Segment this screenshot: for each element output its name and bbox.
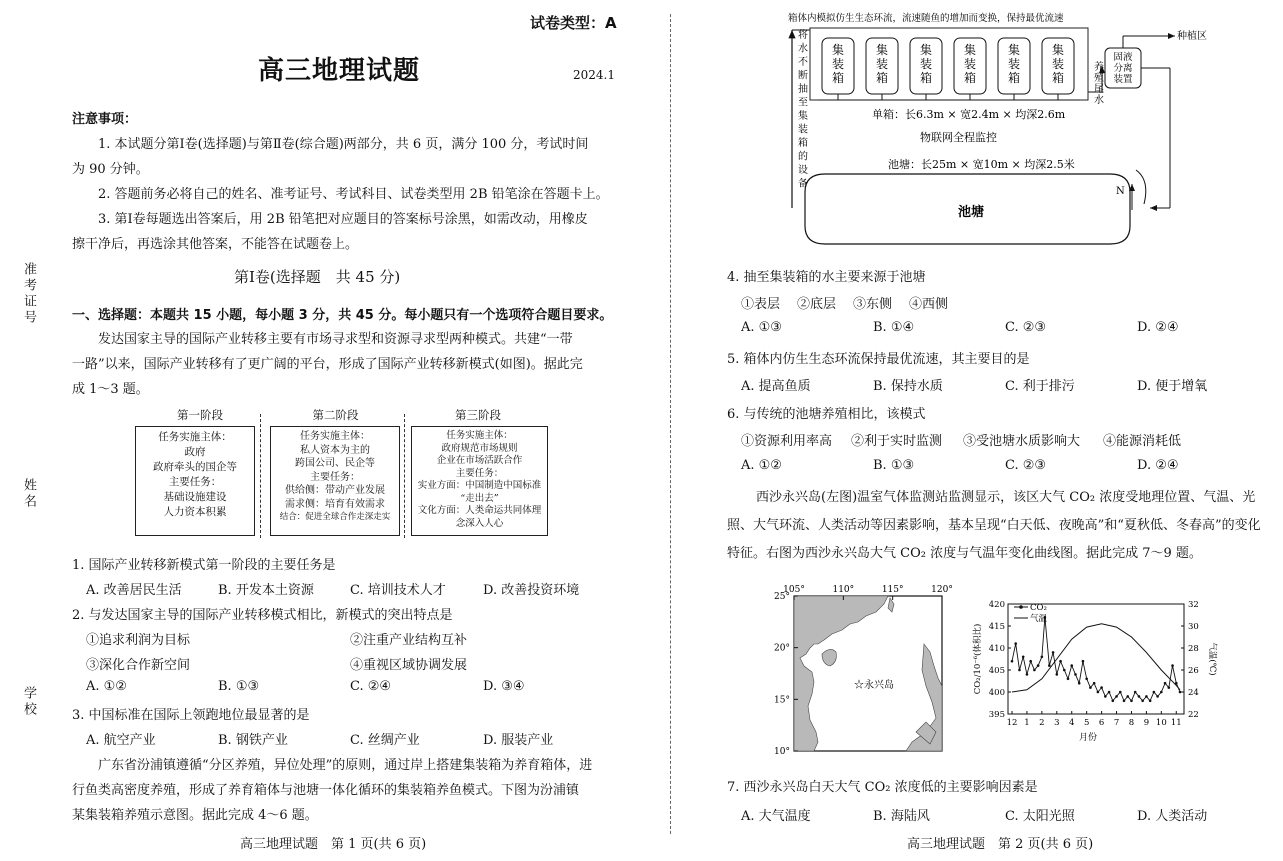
- notice-line: 2. 答题前务必将自己的姓名、准考证号、考试科目、试卷类型用 2B 铅笔涂在答题卡上。: [98, 187, 609, 202]
- section-instruction: 一、选择题：本题共 15 小题，每小题 3 分，共 45 分。每小题只有一个选项符合题目要求。: [72, 308, 613, 323]
- container-label: 装: [1051, 57, 1065, 71]
- container-label: 集: [875, 43, 889, 57]
- co2-point: [1082, 660, 1085, 663]
- x-tick: 6: [1098, 718, 1105, 728]
- co2-point: [1119, 691, 1122, 694]
- notice-line: 3. 第Ⅰ卷每题选出答案后，用 2B 铅笔把对应题目的答案标号涂黑，如需改动，用橡皮: [98, 212, 588, 227]
- option[interactable]: B. ①③: [218, 679, 260, 694]
- question-item: ③东侧: [853, 297, 893, 312]
- container-label: 集: [919, 43, 933, 57]
- notice-heading: 注意事项：: [72, 112, 138, 127]
- x-tick: 4: [1069, 718, 1075, 728]
- co2-point: [1141, 700, 1144, 703]
- question-stem: 6. 与传统的池塘养殖相比，该模式: [727, 407, 926, 422]
- chart-legend: [1014, 603, 1048, 624]
- x-tick: 7: [1113, 718, 1120, 728]
- container-label: 箱: [831, 71, 845, 85]
- y-left-tick: 400: [988, 688, 1005, 698]
- co2-point: [1074, 673, 1077, 676]
- map-lon-label: 110°: [832, 585, 855, 595]
- co2-point: [1104, 695, 1107, 698]
- option[interactable]: B. 钢铁产业: [218, 733, 288, 748]
- island-marker: ☆永兴岛: [854, 680, 894, 691]
- paper-type: 试卷类型：A: [530, 14, 617, 32]
- option[interactable]: A. 大气温度: [741, 809, 811, 824]
- x-axis-label: 月份: [1078, 733, 1098, 743]
- y-right-tick: 28: [1188, 644, 1199, 654]
- option[interactable]: C. ②④: [350, 679, 392, 694]
- y-right-tick: 30: [1188, 622, 1199, 632]
- co2-point: [1153, 691, 1156, 694]
- passage-line: 发达国家主导的国际产业转移主要有市场寻求型和资源寻求型两种模式。共建“一带: [98, 332, 573, 347]
- container-label: 集: [1051, 43, 1065, 57]
- option[interactable]: B. 保持水质: [873, 379, 943, 394]
- passage-line: 西沙永兴岛(左图)温室气体监测站监测显示，该区大气 CO₂ 浓度受地理位置、气温、光: [756, 490, 1256, 505]
- question-stem: 4. 抽至集装箱的水主要来源于池塘: [727, 270, 926, 285]
- question-item: ①表层: [741, 297, 781, 312]
- side-label-name: 姓名: [21, 478, 36, 510]
- co2-point: [1041, 656, 1044, 659]
- option[interactable]: A. 提高鱼质: [741, 379, 811, 394]
- stage-divider: [260, 414, 261, 538]
- pond-size: 池塘：长25m × 宽10m × 均深2.5米: [888, 158, 1075, 171]
- co2-temperature-chart: [966, 592, 1228, 774]
- stage-box-2: 任务实施主体： 私人资本为主的 跨国公司、民企等 主要任务： 供给侧：带动产业发展 需求侧：培育有效需求 结合：促进全球合作走深走实: [270, 426, 400, 536]
- option[interactable]: D. 服装产业: [483, 733, 554, 748]
- option[interactable]: C. ②③: [1005, 458, 1047, 473]
- option[interactable]: C. 丝绸产业: [350, 733, 420, 748]
- x-tick: 12: [1006, 718, 1018, 728]
- map-lat-label: 25°: [774, 592, 790, 602]
- container-label: 箱: [1051, 71, 1065, 85]
- x-tick: 1: [1024, 718, 1030, 728]
- stage-box-3: 任务实施主体： 政府规范市场规则 企业在市场活跃合作 主要任务： 实业方面：中国制造中国标准 “走出去” 文化方面：人类命运共同体理 念深入人心: [411, 426, 548, 536]
- question-stem: 7. 西沙永兴岛白天大气 CO₂ 浓度低的主要影响因素是: [727, 780, 1038, 795]
- container-box: [998, 38, 1030, 100]
- y-left-tick: 395: [988, 710, 1005, 720]
- co2-point: [1171, 664, 1174, 667]
- question-stem: 2. 与发达国家主导的国际产业转移模式相比，新模式的突出特点是: [72, 608, 453, 623]
- option[interactable]: B. 海陆风: [873, 809, 930, 824]
- co2-point: [1037, 664, 1040, 667]
- question-item: ④西侧: [909, 297, 949, 312]
- passage-line: 成 1～3 题。: [72, 382, 149, 397]
- exam-date: 2024.1: [573, 68, 615, 82]
- co2-point: [1093, 682, 1096, 685]
- pump-device-label: 将水不断抽至集装箱的设备: [798, 30, 808, 190]
- side-label-exam-number: 准考证号: [21, 262, 36, 326]
- legend-co2: CO₂: [1030, 603, 1047, 613]
- container-label: 箱: [1007, 71, 1021, 85]
- co2-point: [1018, 669, 1021, 672]
- passage-line: 某集装箱养殖示意图。据此完成 4～6 题。: [72, 808, 318, 823]
- option[interactable]: B. ①④: [873, 320, 915, 335]
- x-tick: 8: [1128, 718, 1135, 728]
- co2-point: [1026, 673, 1029, 676]
- y-left-tick: 410: [988, 644, 1005, 654]
- co2-point: [1078, 682, 1081, 685]
- co2-point: [1100, 686, 1103, 689]
- question-item: ③深化合作新空间: [86, 658, 191, 673]
- co2-point: [1089, 686, 1092, 689]
- page-divider: [670, 14, 671, 834]
- container-box: [822, 38, 854, 100]
- option[interactable]: B. 开发本土资源: [218, 583, 314, 598]
- question-item: ④能源消耗低: [1103, 434, 1182, 449]
- question-stem: 5. 箱体内仿生生态环流保持最优流速，其主要目的是: [727, 352, 1030, 367]
- x-tick: 2: [1039, 718, 1045, 728]
- y-right-tick: 24: [1188, 688, 1199, 698]
- co2-point: [1011, 660, 1014, 663]
- co2-point: [1134, 691, 1137, 694]
- notice-line: 为 90 分钟。: [72, 162, 149, 177]
- x-tick: 11: [1170, 718, 1182, 728]
- container-label: 集: [1007, 43, 1021, 57]
- page-footer: 高三地理试题 第 2 页(共 6 页): [907, 837, 1094, 852]
- option[interactable]: D. ③④: [483, 679, 525, 694]
- x-tick: 10: [1155, 718, 1167, 728]
- option[interactable]: D. ②④: [1137, 458, 1179, 473]
- north-label: N: [1116, 186, 1125, 197]
- co2-point: [1123, 700, 1126, 703]
- side-label-school: 学校: [21, 686, 36, 718]
- y-right-tick: 26: [1188, 666, 1199, 676]
- section-title: 第Ⅰ卷(选择题 共 45 分): [234, 268, 401, 286]
- co2-point: [1168, 686, 1171, 689]
- x-tick: 5: [1083, 718, 1090, 728]
- series-temp-line: [1012, 624, 1180, 692]
- pond-label: 池塘: [958, 205, 985, 220]
- question-item: ③受池塘水质影响大: [963, 434, 1081, 449]
- notice-line: 擦干净后，再选涂其他答案，不能答在试题卷上。: [72, 237, 359, 252]
- south-china-sea-map: [766, 582, 956, 760]
- co2-point: [1029, 660, 1032, 663]
- legend-temp: 气温: [1030, 614, 1048, 624]
- question-item: ①资源利用率高: [741, 434, 833, 449]
- stage-box-1: 任务实施主体： 政府 政府牵头的国企等 主要任务： 基础设施建设 人力资本积累: [135, 426, 255, 536]
- question-item: ④重视区域协调发展: [350, 658, 468, 673]
- co2-point: [1160, 691, 1163, 694]
- co2-point: [1048, 664, 1051, 667]
- question-item: ②利于实时监测: [851, 434, 943, 449]
- passage-line: 特征。右图为西沙永兴岛大气 CO₂ 浓度与气温年变化曲线图。据此完成 7～9 题。: [727, 546, 1202, 561]
- question-item: ①追求利润为目标: [86, 633, 191, 648]
- co2-point: [1059, 660, 1062, 663]
- page-footer: 高三地理试题 第 1 页(共 6 页): [240, 837, 427, 852]
- question-stem: 3. 中国标准在国际上领跑地位最显著的是: [72, 708, 310, 723]
- stage-heading: 第一阶段: [177, 408, 223, 422]
- container-box: [910, 38, 942, 100]
- option[interactable]: A. 改善居民生活: [86, 583, 182, 598]
- co2-point: [1179, 691, 1182, 694]
- option[interactable]: C. 利于排污: [1005, 379, 1075, 394]
- aquaculture-diagram: [780, 8, 1207, 248]
- passage-line: 一路”以来，国际产业转移有了更广阔的平台，形成了国际产业转移新模式(如图)。据此完: [72, 357, 583, 372]
- container-label: 装: [919, 57, 933, 71]
- container-label: 装: [831, 57, 845, 71]
- container-label: 集: [963, 43, 977, 57]
- y-right-tick: 22: [1188, 710, 1199, 720]
- iot-label: 物联网全程监控: [920, 131, 997, 144]
- container-box: [1042, 38, 1074, 100]
- co2-point: [1033, 669, 1036, 672]
- tailwater-label: 养殖尾水: [1094, 62, 1104, 106]
- passage-line: 照、大气环流、人类活动等因素影响，基本呈现“白天低、夜晚高”和“夏秋低、冬春高”的变化: [727, 518, 1261, 533]
- container-box: [866, 38, 898, 100]
- co2-point: [1067, 678, 1070, 681]
- diagram-top-label: 箱体内模拟仿生生态环流，流速随鱼的增加而变换，保持最优流速: [788, 13, 1064, 24]
- container-label: 装: [875, 57, 889, 71]
- page-title: 高三地理试题: [258, 56, 421, 86]
- separator-label: 固液分离装置: [1113, 52, 1133, 85]
- co2-point: [1156, 695, 1159, 698]
- co2-point: [1164, 682, 1167, 685]
- x-tick: 3: [1054, 718, 1060, 728]
- co2-point: [1070, 664, 1073, 667]
- option[interactable]: A. ①②: [741, 458, 782, 473]
- y-left-tick: 420: [988, 600, 1005, 610]
- container-label: 箱: [919, 71, 933, 85]
- option[interactable]: D. ②④: [1137, 320, 1179, 335]
- container-label: 箱: [875, 71, 889, 85]
- passage-line: 行鱼类高密度养殖，形成了养育箱体与池塘一体化循环的集装箱养鱼模式。下图为汾浦镇: [72, 783, 580, 798]
- co2-point: [1022, 656, 1025, 659]
- co2-point: [1014, 642, 1017, 645]
- container-box: [954, 38, 986, 100]
- option[interactable]: A. ①③: [741, 320, 782, 335]
- y-left-tick: 415: [988, 622, 1005, 632]
- stage-divider: [404, 414, 405, 538]
- container-label: 箱: [963, 71, 977, 85]
- option[interactable]: C. 培训技术人才: [350, 583, 446, 598]
- co2-point: [1063, 669, 1066, 672]
- stage-heading: 第三阶段: [455, 408, 501, 422]
- single-box-size: 单箱：长6.3m × 宽2.4m × 均深2.6m: [872, 108, 1066, 121]
- co2-point: [1126, 695, 1129, 698]
- co2-point: [1056, 673, 1059, 676]
- y-right-tick: 32: [1188, 600, 1199, 610]
- co2-point: [1108, 691, 1111, 694]
- question-stem: 1. 国际产业转移新模式第一阶段的主要任务是: [72, 558, 336, 573]
- map-lat-label: 10°: [774, 747, 790, 757]
- option[interactable]: D. 人类活动: [1137, 809, 1208, 824]
- stage-heading: 第二阶段: [312, 408, 359, 422]
- y-left-label: CO₂/10⁻⁶(体积比): [973, 623, 983, 695]
- map-lon-label: 115°: [881, 585, 904, 595]
- series-co2-line: [1012, 617, 1180, 701]
- option[interactable]: D. 改善投资环境: [483, 583, 580, 598]
- question-item: ②底层: [797, 297, 837, 312]
- container-label: 集: [831, 43, 845, 57]
- co2-point: [1138, 695, 1141, 698]
- x-tick: 9: [1143, 718, 1150, 728]
- map-lat-label: 20°: [774, 643, 790, 654]
- container-label: 装: [1007, 57, 1021, 71]
- map-lon-label: 105°: [783, 585, 805, 595]
- container-group: [822, 38, 1074, 100]
- co2-point: [1085, 678, 1088, 681]
- co2-point: [1112, 700, 1115, 703]
- option[interactable]: D. 便于增氧: [1137, 379, 1208, 394]
- planting-area-label: 种植区: [1177, 31, 1207, 42]
- co2-point: [1149, 700, 1152, 703]
- option[interactable]: C. ②③: [1005, 320, 1047, 335]
- co2-point: [1130, 700, 1133, 703]
- option[interactable]: C. 太阳光照: [1005, 809, 1075, 824]
- option[interactable]: A. 航空产业: [86, 733, 156, 748]
- co2-point: [1052, 651, 1055, 654]
- option[interactable]: A. ①②: [86, 679, 127, 694]
- container-label: 装: [963, 57, 977, 71]
- co2-point: [1097, 691, 1100, 694]
- map-lon-label: 120°: [931, 585, 953, 595]
- option[interactable]: B. ①③: [873, 458, 915, 473]
- y-left-tick: 405: [988, 666, 1005, 676]
- co2-point: [1115, 695, 1118, 698]
- notice-line: 1. 本试题分第Ⅰ卷(选择题)与第Ⅱ卷(综合题)两部分，共 6 页，满分 100 分，考试时间: [98, 137, 589, 152]
- y-right-label: 气温(℃): [1207, 642, 1217, 676]
- question-item: ②注重产业结构互补: [350, 633, 468, 648]
- passage-line: 广东省汾浦镇遵循“分区养殖，异位处理”的原则，通过岸上搭建集装箱为养育箱体，进: [98, 758, 593, 773]
- map-lat-label: 15°: [774, 695, 790, 706]
- co2-point: [1145, 695, 1148, 698]
